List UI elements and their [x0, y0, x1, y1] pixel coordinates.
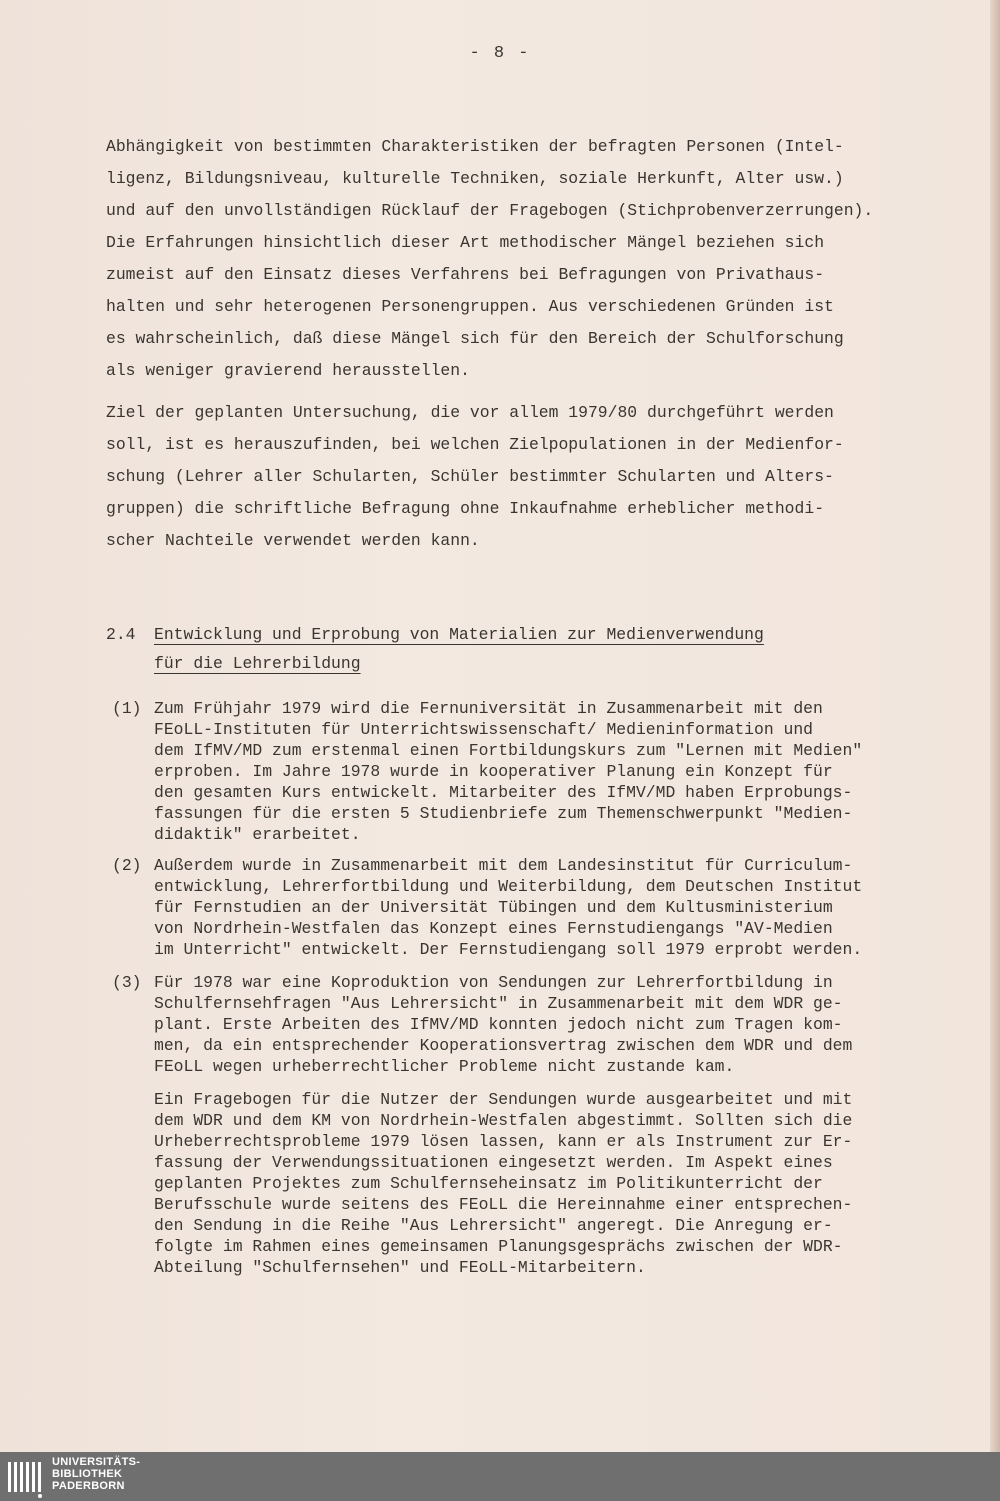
library-logo-icon — [6, 1458, 46, 1498]
section-heading — [106, 620, 764, 678]
section-title-line-1: Entwicklung und Erprobung von Materialien zur Medienverwendung — [154, 625, 764, 644]
paragraph-methodology: Abhängigkeit von bestimmten Charakteristiken der befragten Personen (Intel- ligenz, Bildungsniveau, kulturelle Techniken, soziale Herkunft, Alter usw.) und auf den unvollständigen Rücklauf der Fragebogen (Stichprobenverzerrungen). Die Erfahrungen hinsichtlich dieser Art methodischer Mängel beziehen sich zumeist auf den Einsatz dieses Verfahrens bei Befragungen von Privathaus- halten und sehr heterogenen Personengruppen. Aus verschiedenen Gründen ist es wahrscheinlich, daß diese Mängel sich für den Bereich der Schulforschung als weniger gravierend herausstellen. — [106, 137, 874, 380]
list-item-text: Zum Frühjahr 1979 wird die Fernuniversität in Zusammenarbeit mit den FEoLL-Instituten für Unterrichtswissenschaft/ Medieninformation und dem IfMV/MD zum erstenmal einen Fortbildungskurs zum "Lernen mit Medien" erproben. Im Jahre 1978 wurde in kooperativer Planung ein Konzept für den gesamten Kurs entwickelt. Mitarbeiter des IfMV/MD haben Erprobungs- fassungen für die ersten 5 Studienbriefe zum Themenschwerpunkt "Medien- didaktik" erarbeitet. — [154, 699, 863, 844]
library-name-line-3: PADERBORN — [52, 1480, 125, 1492]
list-item — [106, 972, 936, 1077]
list-item — [106, 698, 936, 845]
library-name-line-2: BIBLIOTHEK — [52, 1468, 123, 1480]
list-item-text: Für 1978 war eine Koproduktion von Sendungen zur Lehrerfortbildung in Schulfernsehfragen "Aus Lehrersicht" in Zusammenarbeit mit dem WDR ge- plant. Erste Arbeiten des IfMV/MD konnten jedoch nicht zum Tragen kom- men, da ein entsprechender Kooperationsvertrag zwischen dem WDR und dem FEoLL wegen urheberrechtlicher Probleme nicht zustande kam. — [154, 973, 853, 1076]
list-item — [106, 855, 936, 960]
list-item-label: (1) — [112, 699, 142, 718]
list-item-continuation — [106, 1089, 936, 1278]
paragraph-study-goal: Ziel der geplanten Untersuchung, die vor allem 1979/80 durchgeführt werden soll, ist es herauszufinden, bei welchen Zielpopulationen in der Medienfor- schung (Lehrer aller Schularten, Schüler bestimmter Schularten und Alters- gruppen) die schriftliche Befragung ohne Inkaufnahme erheblicher methodi- scher Nachteile verwendet werden kann. — [106, 403, 844, 550]
page-edge-shadow — [990, 0, 1000, 1452]
list-item-continuation-text: Ein Fragebogen für die Nutzer der Sendungen wurde ausgearbeitet und mit dem WDR und dem KM von Nordrhein-Westfalen abgestimmt. Sollten sich die Urheberrechtsprobleme 1979 lösen lassen, kann er als Instrument zur Er- fassung der Verwendungssituationen eingesetzt werden. Im Aspekt eines geplanten Projektes zum Schulfernseheinsatz im Politikunterricht der Berufsschule wurde seitens des FEoLL die Hereinnahme einer entsprechen- den Sendung in die Reihe "Aus Lehrersicht" angeregt. Die Anregung er- folgte im Rahmen eines gemeinsamen Planungsgesprächs zwischen der WDR- Abteilung "Schulfernsehen" und FEoLL-Mitarbeitern. — [154, 1090, 853, 1277]
library-footer-bar — [0, 1452, 1000, 1501]
list-item-label: (2) — [112, 856, 142, 875]
page-number: - 8 - — [469, 44, 531, 63]
list-item-label: (3) — [112, 973, 142, 992]
list-item-text: Außerdem wurde in Zusammenarbeit mit dem Landesinstitut für Curriculum- entwicklung, Lehrerfortbildung und Weiterbildung, dem Deutschen Institut für Fernstudien an der Universität Tübingen und dem Kultusministerium von Nordrhein-Westfalen das Konzept eines Fernstudiengangs "AV-Medien im Unterricht" entwickelt. Der Fernstudiengang soll 1979 erprobt werden. — [154, 856, 863, 959]
library-name — [52, 1456, 140, 1492]
section-title-line-2: für die Lehrerbildung — [154, 654, 361, 673]
library-name-line-1: UNIVERSITÄTS- — [52, 1456, 141, 1468]
section-number: 2.4 — [106, 625, 136, 644]
